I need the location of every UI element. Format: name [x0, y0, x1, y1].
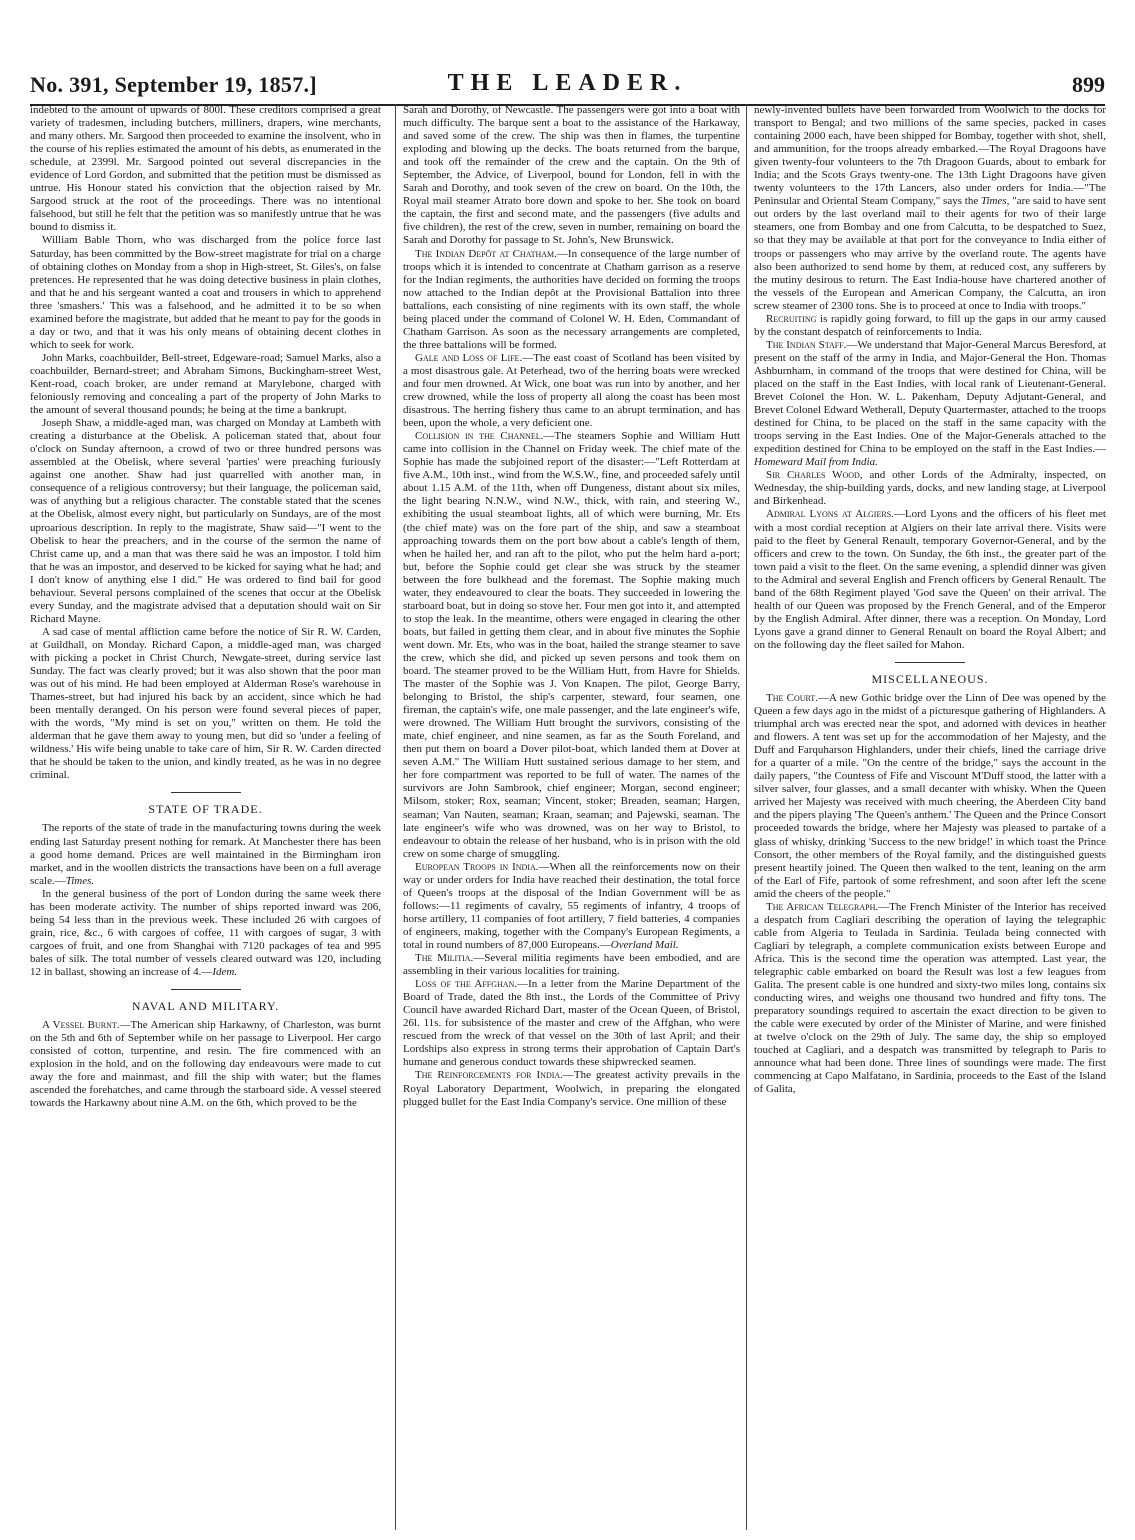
section-divider — [895, 662, 965, 663]
paragraph-text: —Several militia regiments have been embodied, and are assembling in their various localities for training. — [403, 952, 740, 978]
source-credit: Times, — [980, 195, 1010, 208]
article-paragraph: Joseph Shaw, a middle-aged man, was charged on Monday at Lambeth with creating a disturbance at the Obelisk. A policeman stated that, about four o'clock on Sunday afternoon, a crowd of two or three hundred persons was assembled at the Obelisk, where several 'parties' were preaching furiously against one another. Shaw had just quarrelled with another man, in consequence of a religious controversy; but their language, the policeman said, was of anything but a religious character. The constable stated that the scenes at the Obelisk, almost every night, but particularly on Sundays, are of the most uproarious description. In reply to the magistrate, Shaw said—"I went to the Obelisk to hear the preachers, and in the course of the sermon the name of Christ came up, and a man that was there said he was an impostor. I told him that he was an impostor, and deserved to be kicked for saying what he had; and I don't know of anything else I did." He was ordered to find bail for good behaviour. Several persons complained of the scenes that occur at the Obelisk every Sunday, and the magistrate advised that a deputation should wait on Sir Richard Mayne. — [30, 417, 381, 625]
article-paragraph — [754, 469, 1106, 508]
article-paragraph: A sad case of mental affliction came before the notice of Sir R. W. Carden, at Guildhall, on Monday. Richard Capon, a middle-aged man, was charged with picking a pocket in Christ Church, Newgate-street, during service last Sunday. The fact was clearly proved; but it was also shown that the poor man was out of his mind. He had been employed at Alderman Rose's warehouse in Thames-street, but had injured his back by an accident, since which he had been mentally deranged. On his person were found several pieces of paper, with the words, "My mind is set on you," written on them. He told the alderman that he gave them away to young men, but did so 'under a feeling of wildness.' His wife being unable to take care of him, Sir R. W. Carden directed that he should be taken to the union, and kindly treated, as he was in no degree criminal. — [30, 625, 381, 782]
article-paragraph — [403, 352, 740, 430]
article-paragraph — [754, 339, 1106, 469]
article-paragraph: Sarah and Dorothy, of Newcastle. The passengers were got into a boat with much difficulty. The barque sent a boat to the assistance of the Harkaway, and saved some of the crew. The ship was then in flames, the turpentine exploding and blowing up the decks. The boats returned from the barque, and took off the remainder of the crew and the captain. On the 9th of September, the Advice, of Liverpool, bound for London, fell in with the Sarah and Dorothy, and took seven of the crew on board. On the 10th, the Royal mail steamer Atrato bore down and spoke to her. She took on board the captain, the first and second mate, and the passengers (five adults and five children), the rest of the crew, seven in number, remaining on board the Sarah and Dorothy for passage to St. John's, New Brunswick. — [403, 104, 740, 247]
paragraph-text: —The steamers Sophie and William Hutt came into collision in the Channel on Friday week. The chief mate of the Sophie has made the subjoined report of the disaster:—"Left Rotterdam at five A.M., 10th inst., wind from the W.S.W., fine, and proceeded safely until about 1.15 A.M. of the 11th, when off Dungeness, distant about six miles, the light bearing N.N.W., wind N.W., thick, with rain, and steering W., exhibiting the usual steamboat lights, all of which were burning, Mr. Ets (the chief mate) was on the fore part of the ship, and saw a steamboat approaching towards them on the port bow about a cable's length of them, when he hailed her, and ran aft to the pilot, who put the helm hard a-port; but, before the Sophie could get clear she was struck by the steamer between the fore bulkhead and the foremast. The Sophie making much water, they endeavoured to clear the boats. They succeeded in lowering the starboard boat, but in doing so stove her. Four men got into it, and attempted to stop the leak. In the meantime, others were engaged in clearing the other boats, but failed in getting them clear, and in about five minutes the Sophie went down. Mr. Ets, who was in the boat, hailed the strange steamer to save the crew, which she did, and picked up seven persons and took them on board. The steamer proved to be the William Hutt, from Havre for Shields. The master of the Sophie was J. Von Knapen. The pilot, George Barry, belonging to Bristol, the ship's carpenter, steward, four seamen, one fireman, the captain's wife, one male passenger, and the late engineer's wife, were drowned. The William Hutt brought the survivors, consisting of the mate, chief engineer, and nine seamen, as far as the South Foreland, and then put them on board a Dover pilot-boat, which landed them at Dover at seven A.M." The William Hutt sustained serious damage to her stem, and her fore compartment was reported to be full of water. The names of the survivors are John Sambrook, chief engineer; Morgan, second engineer; Milsom, stoker; Rox, seaman; Vincent, stoker; Breaden, seaman; Hargen, seaman; Van Nauten, seaman; Kraan, seaman; and Pajewski, seaman. The late engineer's wife who was drowned, was on her way to Bristol, to endeavour to obtain the release of her husband, who is in prison with the old crew on some charge of smuggling. — [403, 430, 740, 860]
article-heading: Admiral Lyons at Algiers. — [766, 508, 894, 521]
paragraph-text: —We understand that Major-General Marcus Beresford, at present on the staff of the army in India, and Major-General the Hon. Thomas Ashburnham, in command of the troops that were destined for China, will be placed on the staff in the East Indies, with local rank of Lieutenant-General. Brevet Colonel the Hon. W. L. Pakenham, Deputy Adjutant-General, and Brevet Colonel Edward Wetherall, Deputy Quartermaster, attached to the troops destined for China, to be placed on the staff in the same capacity with the troops serving in the East Indies. One of the Major-Generals attached to the expedition destined for China to be employed on the staff in the East Indies.— — [754, 338, 1106, 456]
article-paragraph — [754, 104, 1106, 313]
article-heading: Loss of the Affghan. — [415, 978, 518, 991]
source-credit: Overland Mail. — [610, 939, 679, 951]
paragraph-text: —The greatest activity prevails in the Royal Laboratory Department, Woolwich, in preparing the elongated plugged bullet for the East India Company's service. One million of these — [403, 1069, 740, 1108]
article-heading: Recruiting — [766, 312, 817, 325]
article-heading: The Reinforcements for India. — [415, 1069, 563, 1082]
article-heading: The Militia. — [415, 952, 474, 965]
source-credit: Homeward Mail from India. — [754, 456, 878, 469]
page-number: 899 — [1072, 72, 1105, 97]
article-paragraph — [30, 888, 381, 979]
section-divider — [171, 989, 241, 990]
article-paragraph: William Bable Thorn, who was discharged from the police force last Saturday, has been committed by the Bow-street magistrate for trial on a charge of obtaining clothes on Monday from a shop in High-street, St. Giles's, on false pretences. He represented that he was doing detective business in plain clothes, and that he and his sergeant wanted a coat and trousers in which to apprehend three 'smashers.' This was a falsehood, and he admitted it to be so when examined before the magistrate, but added that he meant to pay for the goods in a day or two, and that it was his only means of obtaining decent clothes in which to seek for work. — [30, 234, 381, 351]
paragraph-text: —In a letter from the Marine Department of the Board of Trade, dated the 8th inst., the Lords of the Committee of Privy Council have awarded Richard Dart, master of the Ocean Queen, of Bristol, 26l. 11s. for subsistence of the master and crew of the Affghan, who were rescued from the wreck of that vessel on the 30th of last April; and their Lordships also express in strong terms their approbation of Captain Dart's humane and generous conduct towards these shipwrecked seamen. — [403, 978, 740, 1069]
paragraph-text: "are said to have sent out orders by the last overland mail to their agents for two of their large steamers, one from Bombay and one from Calcutta, to be despatched to Suez, so that they may be available at that port for the conveyance to India either of troops or passengers who may arrive by the overland route. The agents have also been authorized to send home by them, at reduced cost, any sufferers by the mutiny desirous to return. The East India-house have chartered another of the vessels of the European and American Company, the Calcutta, an iron screw steamer of 2300 tons. She is to proceed at once to India with troops." — [754, 195, 1106, 312]
section-title-naval-military: NAVAL AND MILITARY. — [131, 999, 280, 1014]
paragraph-text: —The east coast of Scotland has been visited by a most disastrous gale. At Peterhead, two of the herring boats were wrecked and four men drowned. At Wick, one boat was run into by another, and her crew drowned, while the loss of property all along the coast has been most disastrous. The herring fishery thus came to an abrupt termination, and has been, upon the whole, a very deficient one. — [403, 351, 740, 430]
section-title-state-of-trade: STATE OF TRADE. — [148, 802, 263, 817]
paragraph-text: and other Lords of the Admiralty, inspected, on Wednesday, the ship-building yards, docks, and new landing stage, at Liverpool and Birkenhead. — [754, 469, 1106, 508]
column-2 — [395, 104, 740, 1530]
article-paragraph — [403, 248, 740, 352]
paragraph-text: —Lord Lyons and the officers of his fleet met with a most cordial reception at Algiers on their late arrival there. Visits were paid to the fleet by General Renault, temporary Governor-General, and by the officers and crew to the town. On Sunday, the 6th inst., the greater part of the town paid a visit to the fleet. On the same evening, a splendid dinner was given to the Admiral and several English and French officers by General Renault. The band of the 68th Regiment played 'God save the Queen' on their arrival. The health of our Queen was proposed by the French General, and of the Emperor by the English Admiral. After dinner, there was a reception. On Monday, Lord Lyons gave a grand dinner to General Renault on board the Royal Albert; and on the following day the fleet sailed for Mahon. — [754, 508, 1106, 651]
paragraph-text: The reports of the state of trade in the manufacturing towns during the week ending last Saturday present nothing for remark. At Manchester there has been a good home demand. Prices are well maintained in the Birmingham iron market, and in the woollen districts the transactions have been on a full average scale.— — [30, 822, 381, 887]
article-heading: Gale and Loss of Life. — [415, 351, 523, 364]
article-heading: Collision in the Channel. — [415, 430, 544, 443]
article-paragraph — [754, 508, 1106, 652]
masthead — [30, 70, 1105, 106]
article-paragraph: indebted to the amount of upwards of 800l. These creditors comprised a great variety of tradesmen, including butchers, milliners, drapers, wine merchants, and many others. Mr. Sargood then proceeded to examine the insolvent, who in the course of his replies estimated the amount of his debts, as enumerated in the schedule, at 2399l. Mr. Sargood pointed out several discrepancies in the evidence of Lord Gordon, and submitted that the petition must be dismissed as untrue. His Honour stated his conviction that the objection raised by Mr. Sargood struck at the root of the proceedings. There was no intentional falsehood, but still he felt that the petition was so manifestly untrue that he was bound to dismiss it. — [30, 104, 381, 234]
paragraph-text: —When all the reinforcements now on their way or under orders for India have reached their destination, the total force of Queen's troops at the disposal of the Indian Government will be as follows:—11 regiments of cavalry, 55 regiments of infantry, 4 troops of horse artillery, 11 companies of foot artillery, 7 field batteries, 4 companies of engineers, making, together with the Company's European Regiments, a total in round numbers of 87,000 Europeans.— — [403, 860, 740, 951]
article-heading: The Indian Staff. — [766, 338, 847, 351]
article-paragraph — [30, 1019, 381, 1110]
newspaper-title: THE LEADER. — [447, 70, 688, 96]
paragraph-text: is rapidly going forward, to fill up the gaps in our army caused by the constant despatch of reinforcements to India. — [754, 312, 1106, 338]
article-paragraph — [754, 692, 1106, 901]
issue-date: No. 391, September 19, 1857.] — [30, 72, 317, 97]
source-credit: Times. — [65, 874, 95, 887]
article-heading: European Troops in India. — [415, 860, 539, 873]
column-1 — [30, 104, 381, 1530]
article-paragraph — [30, 822, 381, 887]
article-paragraph — [403, 430, 740, 861]
article-heading: The African Telegraph. — [766, 900, 879, 913]
section-divider — [171, 792, 241, 793]
article-paragraph — [403, 952, 740, 978]
article-paragraph — [403, 1069, 740, 1108]
article-heading: A Vessel Burnt. — [42, 1019, 120, 1032]
article-paragraph — [403, 978, 740, 1069]
paragraph-text: In the general business of the port of London during the same week there has been moderate activity. The number of ships reported inward was 206, being 54 less than in the previous week. These included 26 with cargoes of grain, rice, &c., 6 with cargoes of coffee, 11 with cargoes of sugar, 3 with cargoes of fruit, and one from Shanghai with 7120 packages of tea and 995 bales of silk. The total number of vessels cleared outward was 120, including 12 in ballast, showing an increase of 4.— — [30, 887, 381, 978]
article-heading: Sir Charles Wood, — [766, 469, 863, 482]
column-3 — [746, 104, 1106, 1530]
article-paragraph — [754, 901, 1106, 1097]
article-paragraph — [754, 313, 1106, 339]
article-heading: The Indian Depôt at Chatham. — [415, 247, 557, 260]
paragraph-text: —The American ship Harkawny, of Charleston, was burnt on the 5th and 6th of September while on her passage to Liverpool. Her cargo consisted of cotton, turpentine, and resin. The fire commenced with an explosion in the hold, and on the following day endeavours were made to cut away the fore and mainmast, and fill the ship with water; but the flames ascended the forehatches, and came through the starboard side. A vessel steered towards the Harkawny about nine A.M. on the 6th, which proved to be the — [30, 1019, 381, 1110]
paragraph-text: —A new Gothic bridge over the Linn of Dee was opened by the Queen a few days ago in the midst of a picturesque gathering of Highlanders. A triumphal arch was erected near the spot, and adorned with devices in heather and flowers. A tent was set up for the accommodation of her Majesty, and the Duff and Farquharson Highlanders, under their chiefs, lined the carriage drive for a quarter of a mile. "On the centre of the bridge," says the account in the daily papers, "the Countess of Fife and Viscount M'Duff stood, the latter with a silver salver, four glasses, and a small decanter with whisky. When the Queen arrived her Majesty was received with much cheering, the Aberdeen City band and the pipers playing 'The Queen's anthem.' The Queen and the Prince Consort proceeded towards the bridge, where her Majesty was pleased to partake of a glass of whisky, drinking 'Success to the new bridge!' in which toast the Prince Consort, the other members of the Royal family, and the distinguished guests present heartily joined. The Queen then walked to the tent, leaning on the arm of the Earl of Fife, partook of some refreshment, and soon after left the scene amid the cheers of the people." — [754, 692, 1106, 900]
source-credit: Idem. — [212, 966, 238, 978]
paragraph-text: —In consequence of the large number of troops which it is intended to concentrate at Chatham garrison as a reserve for the Indian regiments, the authorities have decided on forming the troops now attached to the Indian depôt at the Provisional Battalion into three battalions, each consisting of nine regiments with its own staff, the whole being placed under the command of Colonel W. H. Eden, Commandant of Chatham Garrison. As soon as the necessary arrangements are completed, the three battalions will be formed. — [403, 247, 740, 351]
article-paragraph — [403, 861, 740, 952]
article-heading: The Court. — [766, 692, 819, 705]
section-title-miscellaneous: MISCELLANEOUS. — [871, 671, 989, 686]
paragraph-text: —The French Minister of the Interior has received a despatch from Cagliari describing the operation of laying the telegraphic cable from Algeria to Teulada in Sardinia. Teulada being connected with Cagliari by telegraph, a complete communication exists between Europe and Africa. This is the second time the operation was attempted. Last year, the telegraphic cable embarked on board the Result was lost a few leagues from Galita. The present cable is one hundred and sixty-two miles long, contains six conducting wires, and weighs one thousand two hundred and fifty tons. The preparatory soundings required to ascertain the exact direction to be given to the cable were executed by order of the Minister of Marine, and were finished at twelve o'clock on the 29th of July. The same day, the ship so employed touched at Cagliari, and a despatch was transmitted by telegraph to Paris to announce what had been done. Three lines of soundings were made. The first commencing at Capo Malfatano, in Sardinia, proceeds to the East of the Island of Galita, — [754, 900, 1106, 1096]
paragraph-text: newly-invented bullets have been forwarded from Woolwich to the docks for transport to Bengal; and two millions of the same species, packed in cases containing 2000 each, have been shipped for Bombay, together with shot, shell, and ammunition, for the troops already embarked.—The Royal Dragoons have given twenty-four volunteers to the 7th Dragoon Guards, about to embark for India; and the Scots Grays twenty-one. The 13th Light Dragoons have given twenty volunteers to the 17th Lancers, also under orders for India.—"The Peninsular and Oriental Steam Company," says the — [754, 104, 1106, 208]
article-paragraph: John Marks, coachbuilder, Bell-street, Edgeware-road; Samuel Marks, also a coachbuilder, Bernard-street; and Abraham Simons, Buckingham-street West, Kent-road, coach broker, are under remand at Marylebone, charged with feloniously removing and concealing a part of the property of John Marks to the amount of several thousand pounds; he being at the time a bankrupt. — [30, 351, 381, 417]
